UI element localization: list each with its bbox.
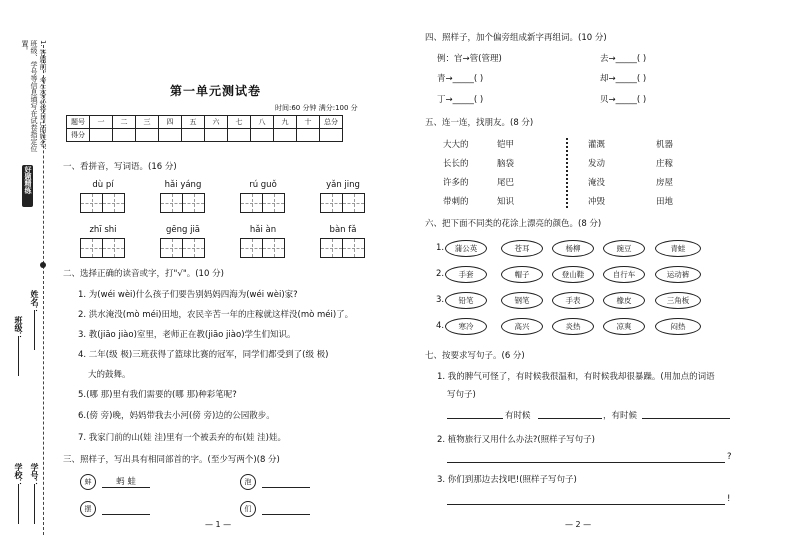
radical-answer-line[interactable] <box>262 475 310 488</box>
flower-word[interactable]: 苍耳 <box>501 240 543 257</box>
score-cell[interactable] <box>251 129 274 142</box>
flower-word[interactable]: 炎热 <box>552 318 594 335</box>
s7-q2-answer-line[interactable] <box>447 462 725 463</box>
pinyin-label: yǎn jing <box>326 180 360 190</box>
binding-strip <box>0 0 52 550</box>
score-cell[interactable] <box>90 129 113 142</box>
name-line <box>34 310 35 350</box>
flower-row-number: 1. <box>436 243 445 253</box>
radical-char: 摆 <box>80 501 96 517</box>
score-header-cell: 二 <box>113 116 136 129</box>
binding-dot <box>40 262 46 268</box>
choice-item: 3. 教(jiāo jiào)室里，老师正在教(jiāo jiào)学生们知识。 <box>78 330 296 340</box>
flower-word[interactable]: 登山鞋 <box>552 266 594 283</box>
s7-question-1b: 写句子) <box>447 390 476 400</box>
score-header-cell: 三 <box>136 116 159 129</box>
s7-question-2: 2. 植物旅行又用什么办法?(照样子写句子) <box>437 435 595 445</box>
writing-box[interactable] <box>80 193 125 213</box>
s7-question-3: 3. 你们到那边去找吧!(照样子写句子) <box>437 475 577 485</box>
s7-q1-blank-a[interactable] <box>447 418 503 419</box>
number-label: 学号： <box>30 463 39 487</box>
s7-q3-answer-line[interactable] <box>447 504 725 505</box>
writing-cell[interactable] <box>321 194 343 212</box>
writing-cell[interactable] <box>161 239 183 257</box>
score-header-cell: 九 <box>274 116 297 129</box>
section-4-heading: 四、照样子，加个偏旁组成新字再组词。(10 分) <box>425 33 607 43</box>
writing-box[interactable] <box>80 238 125 258</box>
match-word[interactable]: 许多的 <box>443 178 469 188</box>
radical-row-left: 青→_____( ) <box>437 74 484 84</box>
writing-cell[interactable] <box>241 194 263 212</box>
flower-word[interactable]: 蒲公英 <box>445 240 487 257</box>
match-word[interactable]: 淹没 <box>588 178 606 188</box>
section-5-heading: 五、连一连，找朋友。(8 分) <box>425 118 534 128</box>
score-table <box>66 115 343 142</box>
match-word[interactable]: 尾巴 <box>497 178 515 188</box>
writing-cell[interactable] <box>103 194 124 212</box>
score-header-cell: 七 <box>228 116 251 129</box>
score-header-label: 题号 <box>67 116 90 129</box>
writing-cell[interactable] <box>161 194 183 212</box>
writing-cell[interactable] <box>103 239 124 257</box>
writing-cell[interactable] <box>343 239 364 257</box>
match-word[interactable]: 脑袋 <box>497 159 515 169</box>
class-label: 班级： <box>14 316 23 340</box>
school-line <box>18 484 19 524</box>
flower-row-number: 3. <box>436 295 445 305</box>
flower-word[interactable]: 三角板 <box>655 292 701 309</box>
flower-word[interactable]: 青蛙 <box>655 240 701 257</box>
flower-word[interactable]: 豌豆 <box>603 240 645 257</box>
radical-row-right: 贝→_____( ) <box>600 95 647 105</box>
number-line <box>34 484 35 524</box>
flower-word[interactable]: 钢笔 <box>501 292 543 309</box>
pinyin-label: bàn fǎ <box>329 225 357 235</box>
score-cell[interactable] <box>113 129 136 142</box>
match-word[interactable]: 大大的 <box>443 140 469 150</box>
choice-item: 4. 二年(级 极)三班获得了篮球比赛的冠军，同学们都受到了(级 极) <box>78 350 329 360</box>
score-header-cell: 一 <box>90 116 113 129</box>
choice-item: 2. 洪水淹没(mò méi)田地，农民辛苦一年的庄稼就这样没(mò méi)了。 <box>78 310 354 320</box>
school-label: 学校： <box>14 463 23 487</box>
writing-box[interactable] <box>240 193 285 213</box>
flower-word[interactable]: 凉爽 <box>603 318 645 335</box>
flower-word[interactable]: 铅笔 <box>445 292 487 309</box>
radical-row-right: 却→_____( ) <box>600 74 647 84</box>
choice-item: 6.(傍 旁)晚，妈妈带我去小河(傍 旁)边的公园散步。 <box>78 411 275 421</box>
score-header-cell: 八 <box>251 116 274 129</box>
match-word[interactable]: 铠甲 <box>497 140 515 150</box>
section-1-heading: 一、看拼音，写词语。(16 分) <box>63 162 177 172</box>
s7-question-1: 1. 我的脾气可怪了，有时候我很温和，有时候我却很暴躁。(用加点的词语 <box>437 372 715 382</box>
flower-word[interactable]: 自行车 <box>603 266 645 283</box>
match-word[interactable]: 房屋 <box>656 178 674 188</box>
section-6-heading: 六、把下面不同类的花涂上漂亮的颜色。(8 分) <box>425 219 602 229</box>
choice-item: 大的鼓舞。 <box>88 370 131 380</box>
radical-answer-line[interactable] <box>102 502 150 515</box>
flower-word[interactable]: 杨柳 <box>552 240 594 257</box>
score-cell[interactable] <box>159 129 182 142</box>
score-cell[interactable] <box>297 129 320 142</box>
flower-word[interactable]: 手套 <box>445 266 487 283</box>
score-header-row <box>67 116 343 129</box>
exam-meta: 时间:60 分钟 满分:100 分 <box>275 104 358 112</box>
match-divider <box>566 138 568 208</box>
score-header-cell: 五 <box>182 116 205 129</box>
match-word[interactable]: 灌溉 <box>588 140 606 150</box>
flower-word[interactable]: 高兴 <box>501 318 543 335</box>
match-word[interactable]: 知识 <box>497 197 515 207</box>
choice-item: 5.(哪 那)里有我们需要的(哪 那)种彩笔呢? <box>78 390 237 400</box>
score-header-cell: 四 <box>159 116 182 129</box>
score-cell[interactable] <box>136 129 159 142</box>
s7-q1-fill-a: 有时候 <box>505 411 531 421</box>
section-2-heading: 二、选择正确的读音或字，打"√"。(10 分) <box>63 269 224 279</box>
flower-word[interactable]: 手表 <box>552 292 594 309</box>
name-label: 姓名： <box>30 290 39 314</box>
s7-q1-blank-b[interactable] <box>538 418 602 419</box>
score-header-cell: 六 <box>205 116 228 129</box>
score-header-cell: 总分 <box>320 116 343 129</box>
pinyin-label: zhī shi <box>89 225 117 235</box>
radical-row-left: 丁→_____( ) <box>437 95 484 105</box>
page-number-1: — 1 — <box>205 520 232 529</box>
match-word[interactable]: 田地 <box>656 197 674 207</box>
binding-notes: 1. 答题前，考生务必将自己的姓名、班级、学号等信息填写在试卷指定位置。 <box>21 40 47 154</box>
writing-cell[interactable] <box>183 194 204 212</box>
s7-q1-fill-b: ，有时候 <box>603 411 638 421</box>
writing-cell[interactable] <box>343 194 364 212</box>
writing-cell[interactable] <box>81 239 103 257</box>
s7-q3-end: ! <box>727 494 731 504</box>
score-cell[interactable] <box>228 129 251 142</box>
page-number-2: — 2 — <box>565 520 592 529</box>
writing-box[interactable] <box>320 238 365 258</box>
pinyin-label: gēng jiā <box>165 225 201 235</box>
flower-word[interactable]: 运动裤 <box>655 266 701 283</box>
binding-logo: 好题精练 <box>22 165 33 207</box>
flower-word[interactable]: 橡皮 <box>603 292 645 309</box>
pinyin-label: rú guǒ <box>249 180 277 190</box>
radical-answer-line[interactable]: 蚂 蛙 <box>102 475 150 488</box>
match-word[interactable]: 长长的 <box>443 159 469 169</box>
match-word[interactable]: 带刺的 <box>443 197 469 207</box>
writing-cell[interactable] <box>263 239 284 257</box>
writing-box[interactable] <box>320 193 365 213</box>
choice-item: 7. 我家门前的山(娃 洼)里有一个被丢弃的布(娃 洼)娃。 <box>78 433 286 443</box>
writing-cell[interactable] <box>263 194 284 212</box>
s7-q2-end: ? <box>727 452 732 462</box>
flower-row-number: 2. <box>436 269 445 279</box>
radical-char: 蚌 <box>80 474 96 490</box>
radical-row-left: 例：官→管(管理) <box>437 54 502 64</box>
score-header-cell: 十 <box>297 116 320 129</box>
writing-box[interactable] <box>160 193 205 213</box>
pinyin-label: hǎi àn <box>249 225 277 235</box>
writing-cell[interactable] <box>321 239 343 257</box>
writing-cell[interactable] <box>81 194 103 212</box>
choice-item: 1. 为(wéi wèi)什么孩子们要告别妈妈四海为(wéi wèi)家? <box>78 290 298 300</box>
radical-char: 们 <box>240 501 256 517</box>
match-word[interactable]: 庄稼 <box>656 159 674 169</box>
pinyin-label: dù pí <box>92 180 114 190</box>
radical-row-right: 去→_____( ) <box>600 54 647 64</box>
page-title: 第一单元测试卷 <box>170 84 262 98</box>
score-cell[interactable] <box>205 129 228 142</box>
radical-answer-line[interactable] <box>262 502 310 515</box>
writing-cell[interactable] <box>183 239 204 257</box>
score-row-label: 得分 <box>67 129 90 142</box>
section-7-heading: 七、按要求写句子。(6 分) <box>425 351 525 361</box>
match-word[interactable]: 机器 <box>656 140 674 150</box>
class-line <box>18 336 19 376</box>
score-cell[interactable] <box>274 129 297 142</box>
writing-cell[interactable] <box>241 239 263 257</box>
match-word[interactable]: 发动 <box>588 159 606 169</box>
flower-row-number: 4. <box>436 321 445 331</box>
flower-word[interactable]: 寒冷 <box>445 318 487 335</box>
score-cell[interactable] <box>320 129 343 142</box>
writing-box[interactable] <box>240 238 285 258</box>
flower-word[interactable]: 闷热 <box>655 318 701 335</box>
flower-word[interactable]: 帽子 <box>501 266 543 283</box>
s7-q1-blank-c[interactable] <box>642 418 730 419</box>
radical-char: 泡 <box>240 474 256 490</box>
score-row <box>67 129 343 142</box>
match-word[interactable]: 冲毁 <box>588 197 606 207</box>
pinyin-label: hǎi yáng <box>164 180 202 190</box>
writing-box[interactable] <box>160 238 205 258</box>
section-3-heading: 三、照样子，写出具有相同部首的字。(至少写两个)(8 分) <box>63 455 280 465</box>
score-cell[interactable] <box>182 129 205 142</box>
